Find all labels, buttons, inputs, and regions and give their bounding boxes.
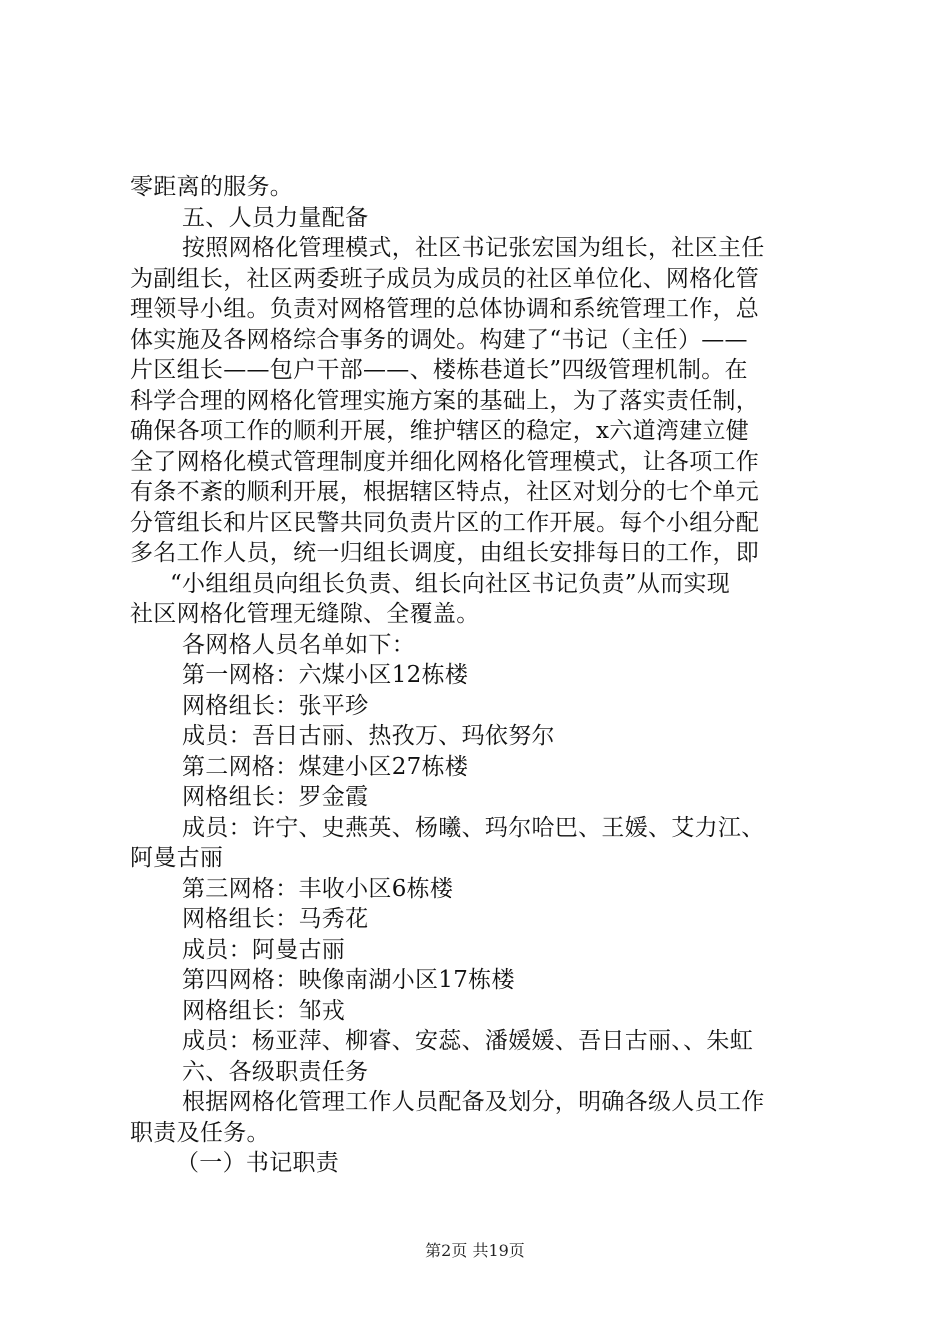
text-line: 社区网格化管理无缝隙、全覆盖。: [130, 601, 480, 627]
text-line: 成员：许宁、史燕英、杨曦、玛尔哈巴、王媛、艾力江、: [182, 814, 765, 841]
text-line: 全了网格化模式管理制度并细化网格化管理模式，让各项工作: [130, 448, 760, 475]
text-line: 体实施及各网格综合事务的调处。构建了“书记（主任）——: [130, 326, 748, 353]
text-line: 职责及任务。: [130, 1119, 270, 1146]
text-line: 第二网格：煤建小区27栋楼: [182, 753, 469, 780]
text-line: 网格组长：罗金霞: [182, 784, 369, 810]
text-line: 多名工作人员，统一归组长调度，由组长安排每日的工作，即: [130, 540, 760, 566]
text-line: 阿曼古丽: [130, 845, 224, 871]
text-line: 理领导小组。负责对网格管理的总体协调和系统管理工作，总: [130, 296, 760, 322]
text-line: 分管组长和片区民警共同负责片区的工作开展。每个小组分配: [130, 509, 760, 536]
text-line: 第四网格：映像南湖小区17栋楼: [182, 967, 515, 993]
text-line: 各网格人员名单如下：: [182, 631, 415, 658]
text-line: 片区组长——包户干部——、楼栋巷道长”四级管理机制。在: [130, 357, 748, 383]
text-line: 第一网格：六煤小区12栋楼: [182, 662, 469, 688]
text-line: 成员：吾日古丽、热孜万、玛依努尔: [182, 723, 555, 749]
text-line: 网格组长：邹戎: [182, 997, 346, 1024]
text-line: 网格组长：张平珍: [182, 692, 369, 719]
text-line: 第三网格：丰收小区6栋楼: [182, 875, 454, 902]
text-line: 六、各级职责任务: [182, 1058, 369, 1085]
text-line: 有条不紊的顺利开展，根据辖区特点，社区对划分的七个单元: [130, 479, 760, 505]
text-line: 五、人员力量配备: [182, 204, 369, 231]
text-line: 成员：杨亚萍、柳睿、安蕊、潘媛媛、吾日古丽、、朱虹: [182, 1028, 753, 1054]
text-line: （一）书记职责: [176, 1150, 340, 1176]
text-line: 网格组长：马秀花: [182, 906, 369, 932]
text-line: 按照网格化管理模式，社区书记张宏国为组长，社区主任: [182, 235, 765, 261]
page-footer: 第2页 共19页: [425, 1241, 525, 1260]
text-line: 零距离的服务。: [130, 174, 294, 200]
text-line: “小组组员向组长负责、组长向社区书记负责”从而实现: [170, 570, 731, 597]
text-line: 科学合理的网格化管理实施方案的基础上，为了落实责任制，: [130, 387, 760, 414]
text-line: 为副组长，社区两委班子成员为成员的社区单位化、网格化管: [130, 265, 760, 292]
text-line: 成员：阿曼古丽: [182, 936, 346, 963]
text-line: 确保各项工作的顺利开展，维护辖区的稳定，x六道湾建立健: [130, 418, 750, 444]
text-line: 根据网格化管理工作人员配备及划分，明确各级人员工作: [182, 1089, 765, 1115]
document-body: [130, 172, 830, 1179]
